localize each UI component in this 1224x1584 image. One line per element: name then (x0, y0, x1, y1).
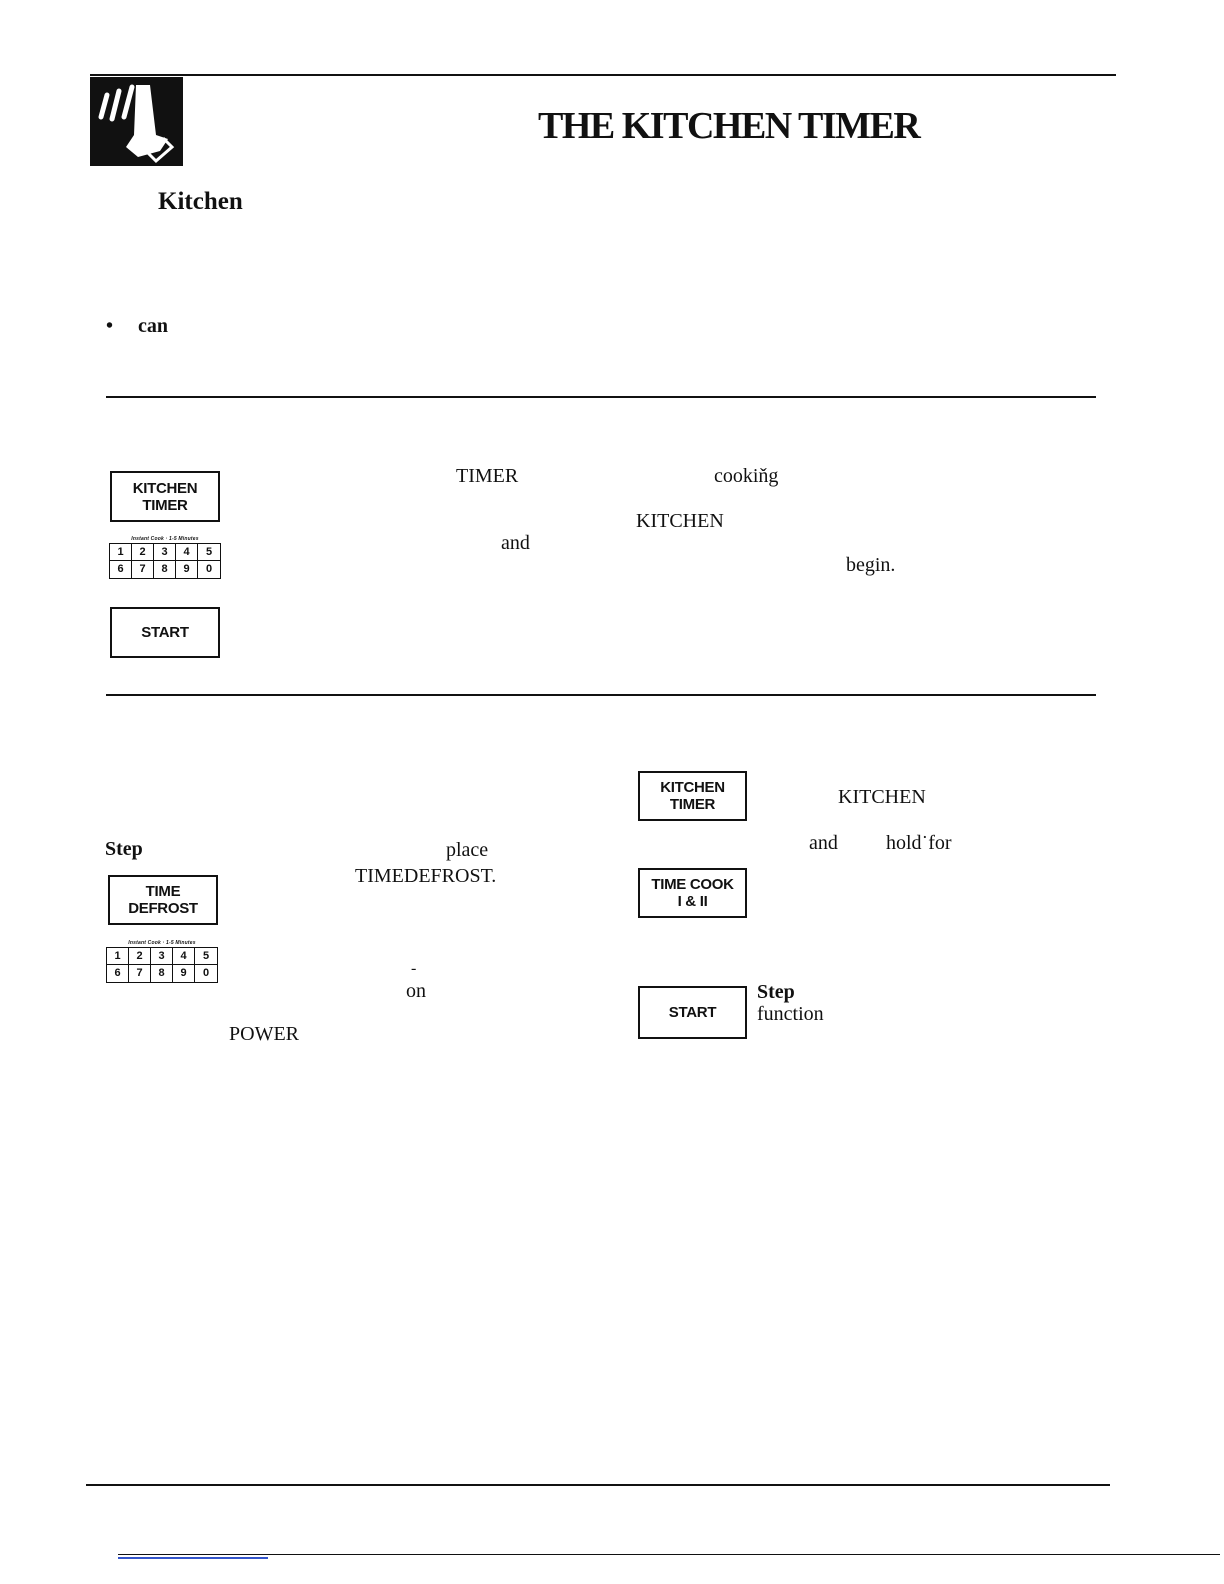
section-divider-1 (106, 396, 1096, 398)
header-rule (183, 74, 1116, 76)
keypad-key-7[interactable]: 7 (132, 561, 154, 578)
text-and-right: and (809, 832, 838, 854)
keypad-key-0[interactable]: 0 (205, 563, 213, 575)
keypad-key-1[interactable]: 1 (110, 544, 132, 561)
text-cooking: cookiňg (714, 465, 779, 487)
kitchen-timer-button[interactable]: KITCHEN TIMER (110, 471, 220, 522)
keypad2-key-9[interactable]: 9 (173, 965, 195, 982)
text-power: POWER (229, 1023, 299, 1045)
keypad2-key-2[interactable]: 2 (129, 948, 151, 965)
text-timer: TIMER (456, 465, 519, 487)
keypad2-key-0[interactable]: 0 (202, 967, 210, 979)
footer-rule (86, 1484, 1110, 1486)
keypad-caption-2: Instant Cook · 1-5 Minutes (128, 940, 196, 946)
text-function: function (757, 1003, 824, 1025)
keypad-key-4[interactable]: 4 (176, 544, 198, 561)
header-rule-left (90, 74, 183, 76)
keypad2-key-3[interactable]: 3 (151, 948, 173, 965)
keypad-key-3[interactable]: 3 (154, 544, 176, 561)
time-defrost-button[interactable]: TIME DEFROST (108, 875, 218, 925)
page-title: THE KITCHEN TIMER (538, 105, 920, 147)
bullet-symbol: • (106, 315, 114, 337)
footer-link-underline (118, 1557, 268, 1559)
keypad-key-6[interactable]: 6 (110, 561, 132, 578)
intro-heading-fragment: Kitchen (158, 188, 243, 215)
keypad2-key-5[interactable]: 5 (195, 948, 217, 965)
keypad2-key-1[interactable]: 1 (107, 948, 129, 965)
hand-press-icon (90, 77, 183, 166)
text-kitchen-right: KITCHEN (838, 786, 926, 808)
time-cook-button[interactable]: TIME COOK I & II (638, 868, 747, 918)
number-keypad (109, 535, 221, 579)
start-button[interactable]: START (110, 607, 220, 658)
text-begin: begin. (846, 554, 896, 576)
keypad2-key-7[interactable]: 7 (129, 965, 151, 982)
start-button-2[interactable]: START (638, 986, 747, 1039)
step-label-left: Step (105, 838, 143, 860)
number-keypad-2 (106, 939, 218, 983)
text-hold-for: hold˙for (886, 832, 952, 854)
keypad-key-8[interactable]: 8 (154, 561, 176, 578)
keypad2-key-8[interactable]: 8 (151, 965, 173, 982)
text-time-defrost: TIMEDEFROST. (355, 865, 497, 887)
keypad-caption: Instant Cook · 1-5 Minutes (131, 536, 199, 542)
keypad-key-5[interactable]: 5 (198, 544, 220, 561)
footer-rule-bottom (118, 1554, 1220, 1555)
kitchen-timer-button-2[interactable]: KITCHEN TIMER (638, 771, 747, 821)
intro-bullet-fragment: can (138, 315, 168, 337)
keypad2-key-4[interactable]: 4 (173, 948, 195, 965)
text-kitchen: KITCHEN (636, 510, 724, 532)
text-on-mark: - (411, 960, 417, 977)
text-and: and (501, 532, 530, 554)
keypad-key-2[interactable]: 2 (132, 544, 154, 561)
keypad-key-9[interactable]: 9 (176, 561, 198, 578)
text-on: on (406, 980, 426, 1002)
section-divider-2 (106, 694, 1096, 696)
text-place: place (446, 839, 489, 861)
keypad2-key-6[interactable]: 6 (107, 965, 129, 982)
step-label-right: Step (757, 981, 795, 1003)
